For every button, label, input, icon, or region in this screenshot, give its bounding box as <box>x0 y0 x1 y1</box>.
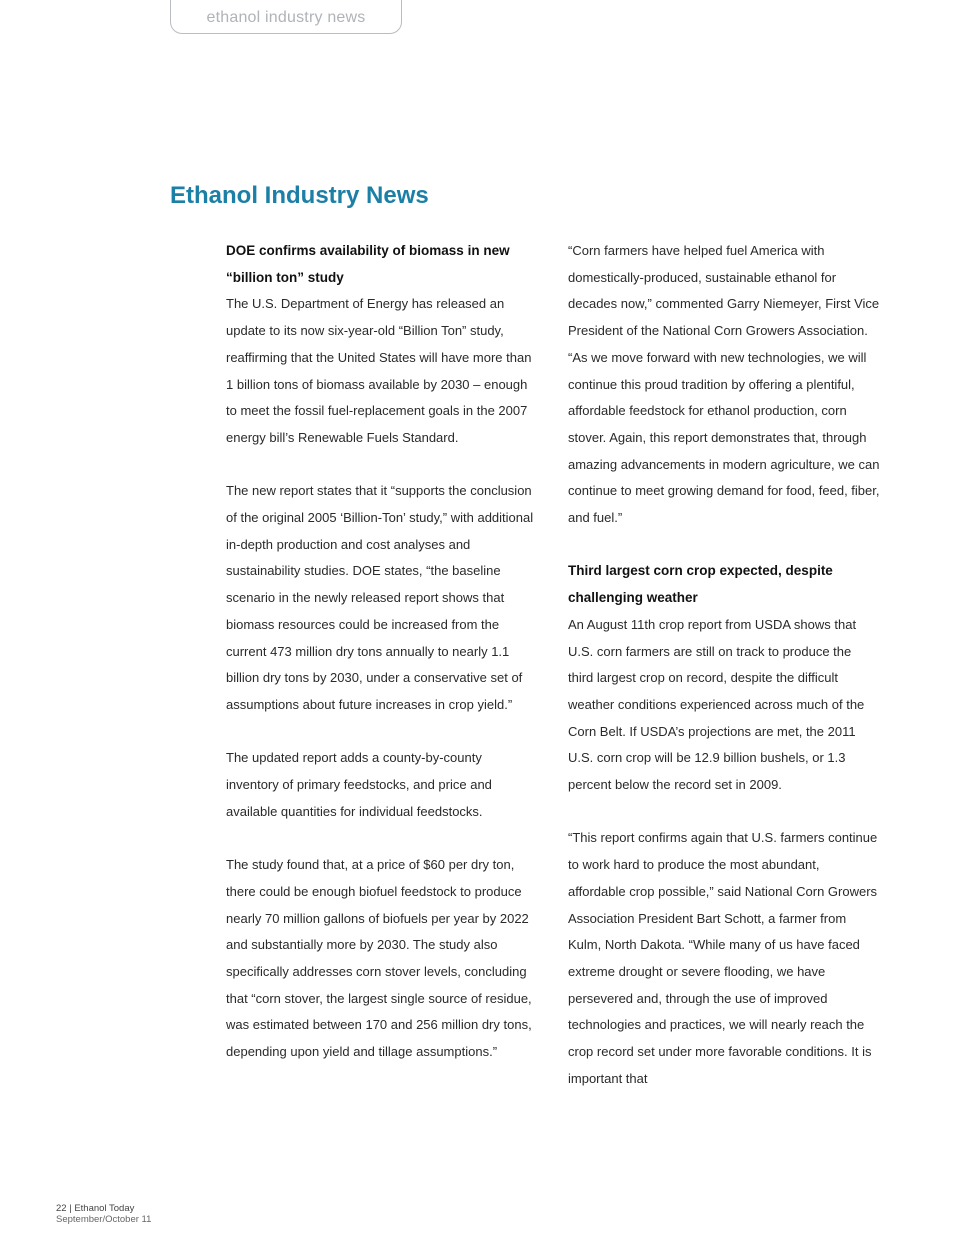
section-tab-label: ethanol industry news <box>206 9 366 26</box>
paragraph: An August 11th crop report from USDA shows that U.S. corn farmers are still on track to produce the third largest crop on record, despite the difficult weather conditions experienced across much of the Corn Belt. If USDA’s projections are met, the 2011 U.S. corn crop will be 12.9 billion bushels, or 1.3 percent below the record set in 2009. <box>568 616 865 793</box>
footer-issue-date: September/October 11 <box>56 1214 152 1225</box>
paragraph: The new report states that it “supports the conclusion of the original 2005 ‘Billion-Ton’ study,” with additional in-depth production and cost analyses and sustainability studies. DOE states, “the baseline scenario in the newly released report shows that biomass resources could be increased from the current 473 million dry tons annually to nearly 1.1 billion dry tons by 2030, under a conservative set of assumptions about future increases in crop yield.” <box>226 483 534 712</box>
footer-page-number: 22 | Ethanol Today <box>56 1203 135 1214</box>
paragraph: The updated report adds a county-by-county inventory of primary feedstocks, and price and available quantities for individual feedstocks. <box>226 750 492 819</box>
paragraph: The study found that, at a price of $60 per dry ton, there could be enough biofuel feedstock to produce nearly 70 million gallons of biofuels per year by 2022 and substantially more by 2030. The study also specifically addresses corn stover levels, concluding that “corn stover, the largest single source of residue, was estimated between 170 and 256 million dry tons, depending upon yield and tillage assumptions.” <box>226 857 532 1060</box>
paragraph: “Corn farmers have helped fuel America with domestically-produced, sustainable ethanol for decades now,” commented Garry Niemeyer, First Vice President of the National Corn Growers Association. “As we move forward with new technologies, we will continue this proud tradition by offering a plentiful, affordable feedstock for ethanol production, corn stover. Again, this report demonstrates that, through amazing advancements in modern agriculture, we can continue to meet growing demand for food, feed, fiber, and fuel.” <box>568 243 880 526</box>
paragraph: The U.S. Department of Energy has released an update to its now six-year-old “Billion Ton” study, reaffirming that the United States will have more than 1 billion tons of biomass available by 2030 – enough to meet the fossil fuel-replacement goals in the 2007 energy bill’s Renewable Fuels Standard. <box>226 296 532 445</box>
right-column <box>568 238 880 1092</box>
paragraph: “This report confirms again that U.S. farmers continue to work hard to produce the most abundant, affordable crop possible,” said National Corn Growers Association President Bart Schott, a farmer from Kulm, North Dakota. “While many of us have faced extreme drought or severe flooding, we have persevered and, through the use of improved technologies and practices, we will nearly reach the crop record set under more favorable conditions. It is important that <box>568 830 878 1086</box>
page-title: Ethanol Industry News <box>170 182 429 209</box>
article-heading-corn-crop: Third largest corn crop expected, despite challenging weather <box>568 563 833 606</box>
page-footer <box>56 1203 151 1225</box>
article-heading-biomass: DOE confirms availability of biomass in new “billion ton” study <box>226 243 510 285</box>
left-column <box>226 238 538 1066</box>
section-tab <box>170 0 402 34</box>
